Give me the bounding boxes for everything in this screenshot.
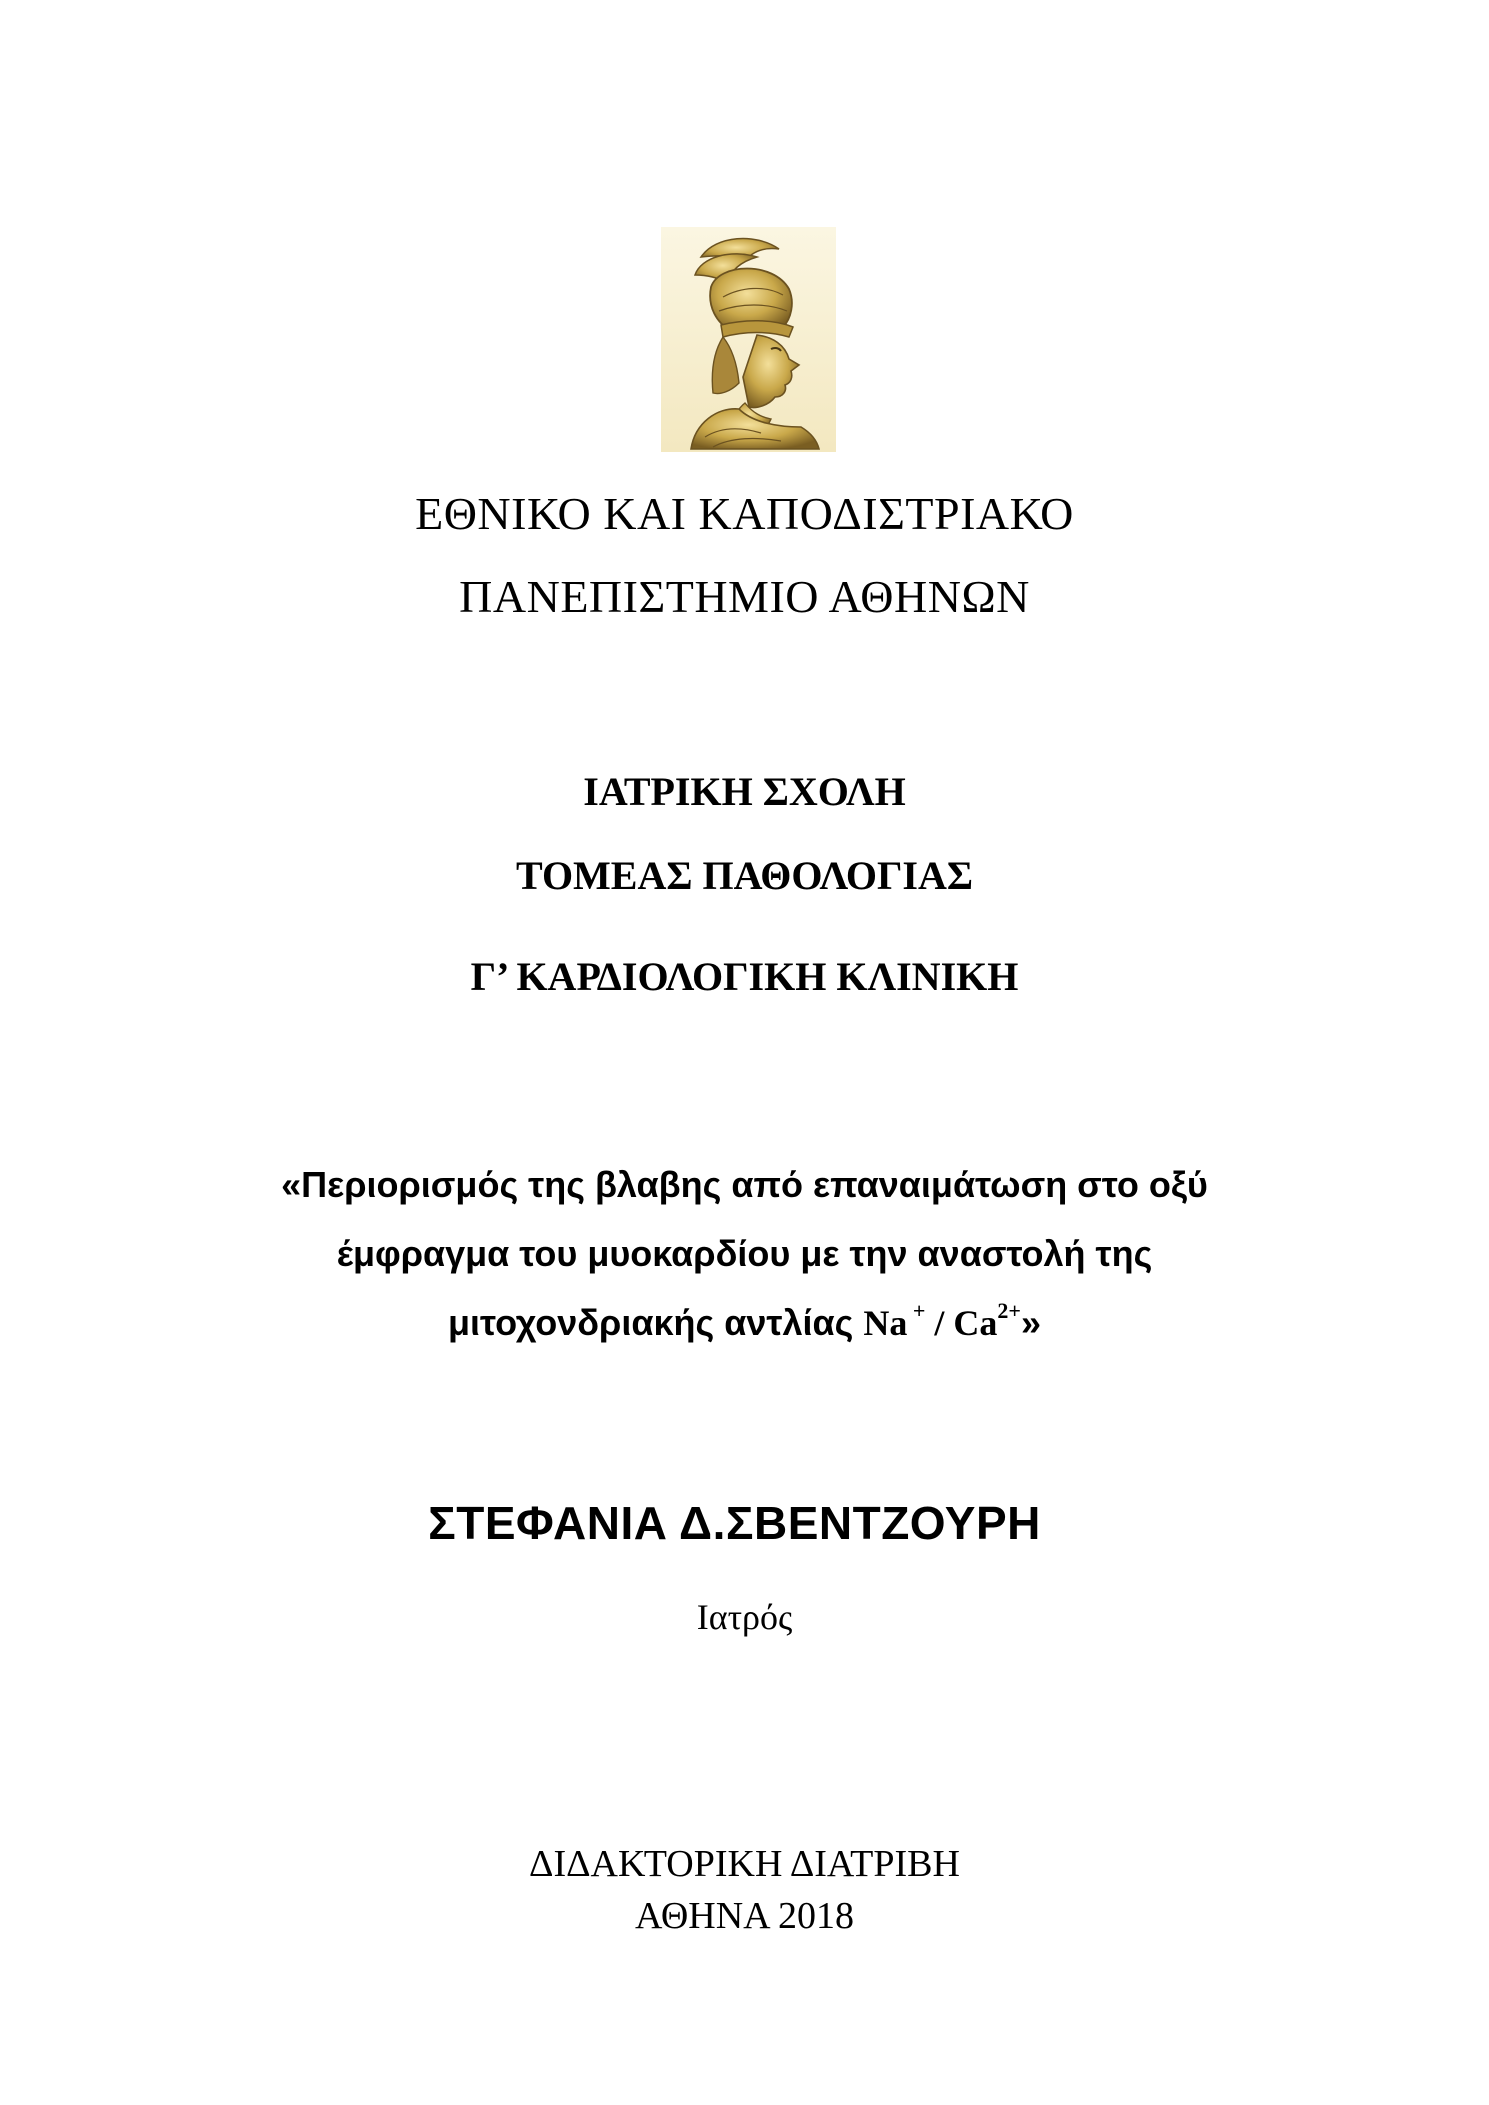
calcium-symbol: Ca xyxy=(953,1303,998,1343)
thesis-title-line1: «Περιορισμός της βλαβης από επαναιμάτωση στο οξύ xyxy=(281,1164,1208,1205)
thesis-title-line3 xyxy=(0,1298,1489,1344)
thesis-title-line3-text: μιτοχονδριακής αντλίας xyxy=(448,1302,864,1343)
place-year: ΑΘΗΝΑ 2018 xyxy=(634,1895,855,1937)
clinic-name: Γ’ ΚΑΡΔΙΟΛΟΓΙΚΗ ΚΛΙΝΙΚΗ xyxy=(470,954,1019,999)
university-name-line1: ΕΘΝΙΚΟ ΚΑΙ ΚΑΠΟΔΙΣΤΡΙΑΚΟ xyxy=(415,488,1074,539)
thesis-title-line2: έμφραγμα του μυοκαρδίου με την αναστολή της xyxy=(336,1233,1153,1274)
document-type: ΔΙΔΑΚΤΟΡΙΚΗ ΔΙΑΤΡΙΒΗ xyxy=(529,1843,960,1885)
closing-quote: » xyxy=(1020,1302,1041,1343)
school-name: ΙΑΤΡΙΚΗ ΣΧΟΛΗ xyxy=(583,769,906,814)
calcium-charge: 2+ xyxy=(997,1298,1021,1323)
sector-name: ΤΟΜΕΑΣ ΠΑΘΟΛΟΓΙΑΣ xyxy=(515,853,974,898)
author-name: ΣΤΕΦΑΝΙΑ Δ.ΣΒΕΝΤΖΟΥΡΗ xyxy=(428,1497,1041,1549)
sodium-symbol: Na xyxy=(863,1303,908,1343)
sodium-charge: + xyxy=(912,1298,926,1323)
author-role: Ιατρός xyxy=(696,1597,793,1637)
athena-helmet-seal-icon xyxy=(661,227,836,452)
university-name-line2: ΠΑΝΕΠΙΣΤΗΜΙΟ ΑΘΗΝΩΝ xyxy=(459,571,1030,622)
ion-separator: / xyxy=(925,1303,954,1343)
